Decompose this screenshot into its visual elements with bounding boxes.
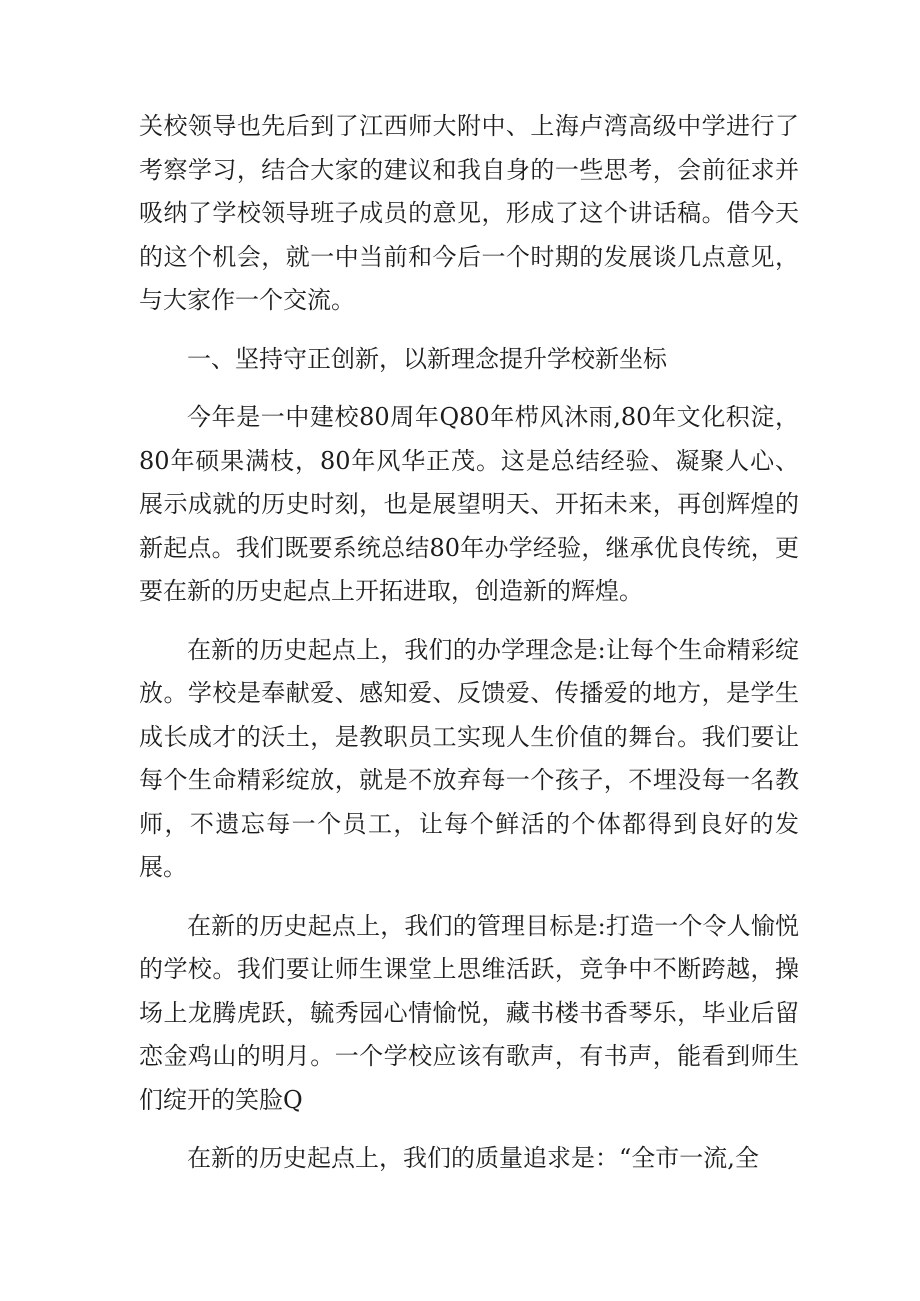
paragraph-school-philosophy: 在新的历史起点上，我们的办学理念是:让每个生命精彩绽放。学校是奉献爱、感知爱、反馈爱、传播爱的地方，是学生成长成才的沃土，是教职员工实现人生价值的舞台。我们要让每个生命精彩绽放，就是不放弃每一个孩子，不埋没每一名教师，不遗忘每一个员工，让每个鲜活的个体都得到良好的发展。: [139, 635, 799, 881]
paragraph-continuation: 关校领导也先后到了江西师大附中、上海卢湾高级中学进行了考察学习，结合大家的建议和我自身的一些思考，会前征求并吸纳了学校领导班子成员的意见，形成了这个讲话稿。借今天的这个机会，就一中当前和今后一个时期的发展谈几点意见，与大家作一个交流。: [139, 112, 799, 314]
document-body: [139, 105, 799, 1181]
paragraph-management-goal: 在新的历史起点上，我们的管理目标是:打造一个令人愉悦的学校。我们要让师生课堂上思维活跃，竞争中不断跨越，操场上龙腾虎跃，毓秀园心情愉悦，藏书楼书香琴乐，毕业后留恋金鸡山的明月。一个学校应该有歌声，有书声，能看到师生们绽开的笑脸Q: [139, 911, 799, 1114]
paragraph-anniversary: 今年是一中建校80周年Q80年栉风沐雨,80年文化积淀，80年硕果满枝，80年风华正茂。这是总结经验、凝聚人心、展示成就的历史时刻，也是展望明天、开拓未来，再创辉煌的新起点。我们既要系统总结80年办学经验，继承优良传统，更要在新的历史起点上开拓进取，创造新的辉煌。: [139, 403, 799, 605]
section-heading: 一、坚持守正创新，以新理念提升学校新坐标: [187, 344, 667, 373]
paragraph-quality-pursuit: 在新的历史起点上，我们的质量追求是：“全市一流,全: [187, 1144, 759, 1172]
